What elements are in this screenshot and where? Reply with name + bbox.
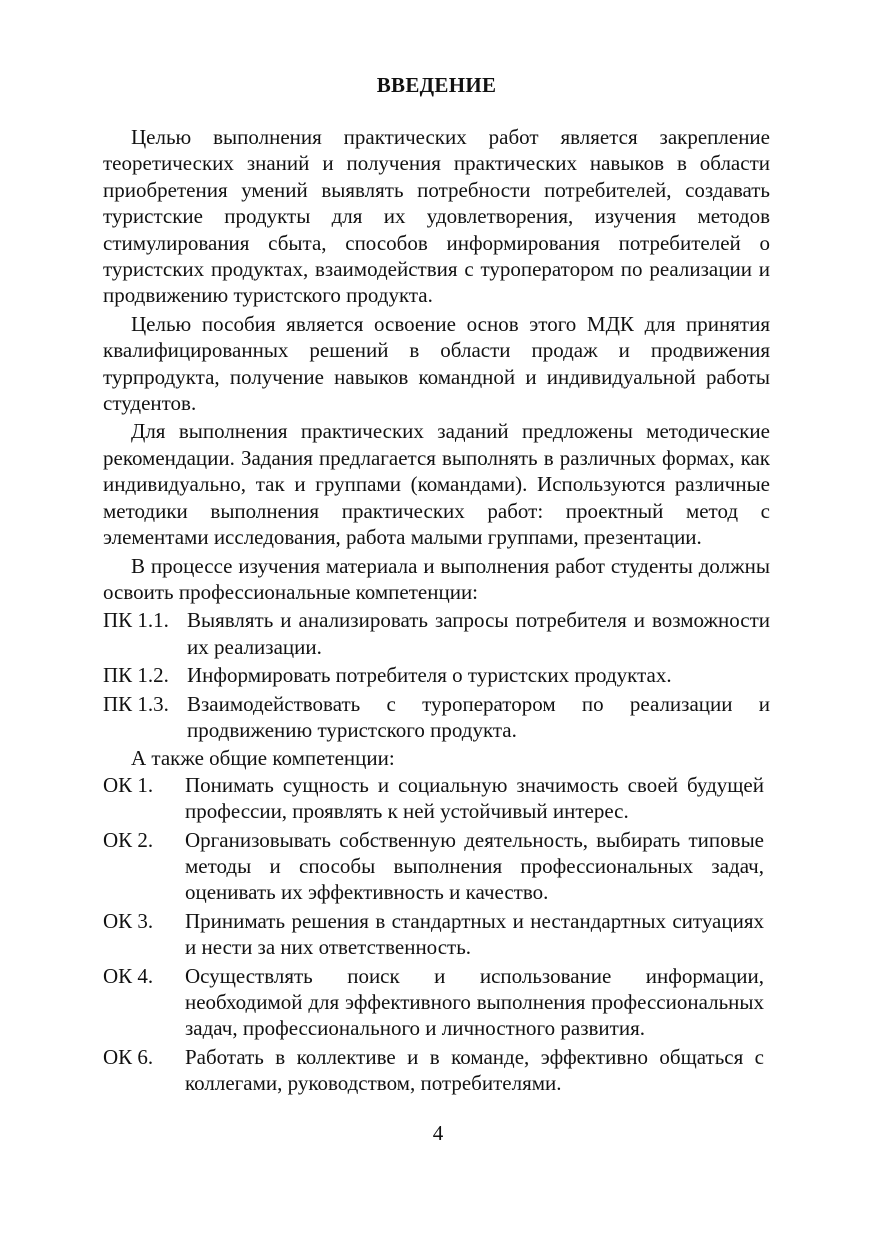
competency-code: ОК 3. bbox=[103, 908, 154, 933]
competency-text: Организовывать собственную деятельность, выбирать типовые методы и способы выполнения профессиональных задач, оценивать их эффективность и качество. bbox=[185, 827, 764, 905]
competency-text: Принимать решения в стандартных и нестандартных ситуациях и нести за них ответственность. bbox=[185, 908, 764, 960]
general-competencies-intro: А также общие компетенции: bbox=[131, 746, 395, 771]
competency-text: Работать в коллективе и в команде, эффективно общаться с коллегами, руководством, потребителями. bbox=[185, 1044, 764, 1096]
competency-text: Взаимодействовать с туроператором по реализации и продвижению туристского продукта. bbox=[187, 691, 770, 742]
paragraph-competencies-intro: В процессе изучения материала и выполнения работ студенты должны освоить профессиональные компетенции: bbox=[103, 553, 770, 604]
page-number: 4 bbox=[432, 1121, 444, 1145]
competency-item bbox=[103, 772, 770, 825]
competency-code: ОК 4. bbox=[103, 963, 154, 988]
competency-text: Выявлять и анализировать запросы потребителя и возможности их реализации. bbox=[187, 608, 770, 659]
competency-code: ПК 1.3. bbox=[103, 691, 169, 716]
competency-text: Информировать потребителя о туристских продуктах. bbox=[187, 663, 672, 688]
competency-code: ПК 1.2. bbox=[103, 663, 169, 688]
competency-item bbox=[103, 963, 770, 1042]
competency-text: Осуществлять поиск и использование информации, необходимой для эффективного выполнения профессиональных задач, профессионального и личностного развития. bbox=[185, 963, 764, 1041]
section-heading: ВВЕДЕНИЕ bbox=[376, 73, 497, 97]
competency-item bbox=[103, 1044, 770, 1097]
competency-code: ОК 2. bbox=[103, 827, 154, 852]
paragraph-methods: Для выполнения практических заданий предложены методические рекомендации. Задания предлагается выполнять в различных формах, как индивидуально, так и группами (командами). Используются различные методики выполнения практических работ: проектный метод с элементами исследования, работа малыми группами, презентации. bbox=[103, 419, 770, 550]
competency-code: ОК 1. bbox=[103, 772, 154, 797]
competency-code: ОК 6. bbox=[103, 1044, 154, 1069]
competency-item bbox=[103, 691, 770, 744]
competency-item bbox=[103, 908, 770, 961]
competency-code: ПК 1.1. bbox=[103, 608, 169, 633]
competency-text: Понимать сущность и социальную значимость своей будущей профессии, проявлять к ней устойчивый интерес. bbox=[185, 772, 764, 824]
paragraph-goal-manual: Целью пособия является освоение основ этого МДК для принятия квалифицированных решений в области продаж и продвижения турпродукта, получение навыков командной и индивидуальной работы студентов. bbox=[103, 311, 770, 416]
competency-item bbox=[103, 827, 770, 906]
competency-item bbox=[103, 662, 770, 688]
paragraph-goal-practical: Целью выполнения практических работ является закрепление теоретических знаний и получения практических навыков в области приобретения умений выявлять потребности потребителей, создавать туристские продукты для их удовлетворения, изучения методов стимулирования сбыта, способов информирования потребителей о туристских продуктах, взаимодействия с туроператором по реализации и продвижению туристского продукта. bbox=[103, 125, 770, 308]
document-page bbox=[103, 72, 770, 1099]
competency-item bbox=[103, 607, 770, 660]
